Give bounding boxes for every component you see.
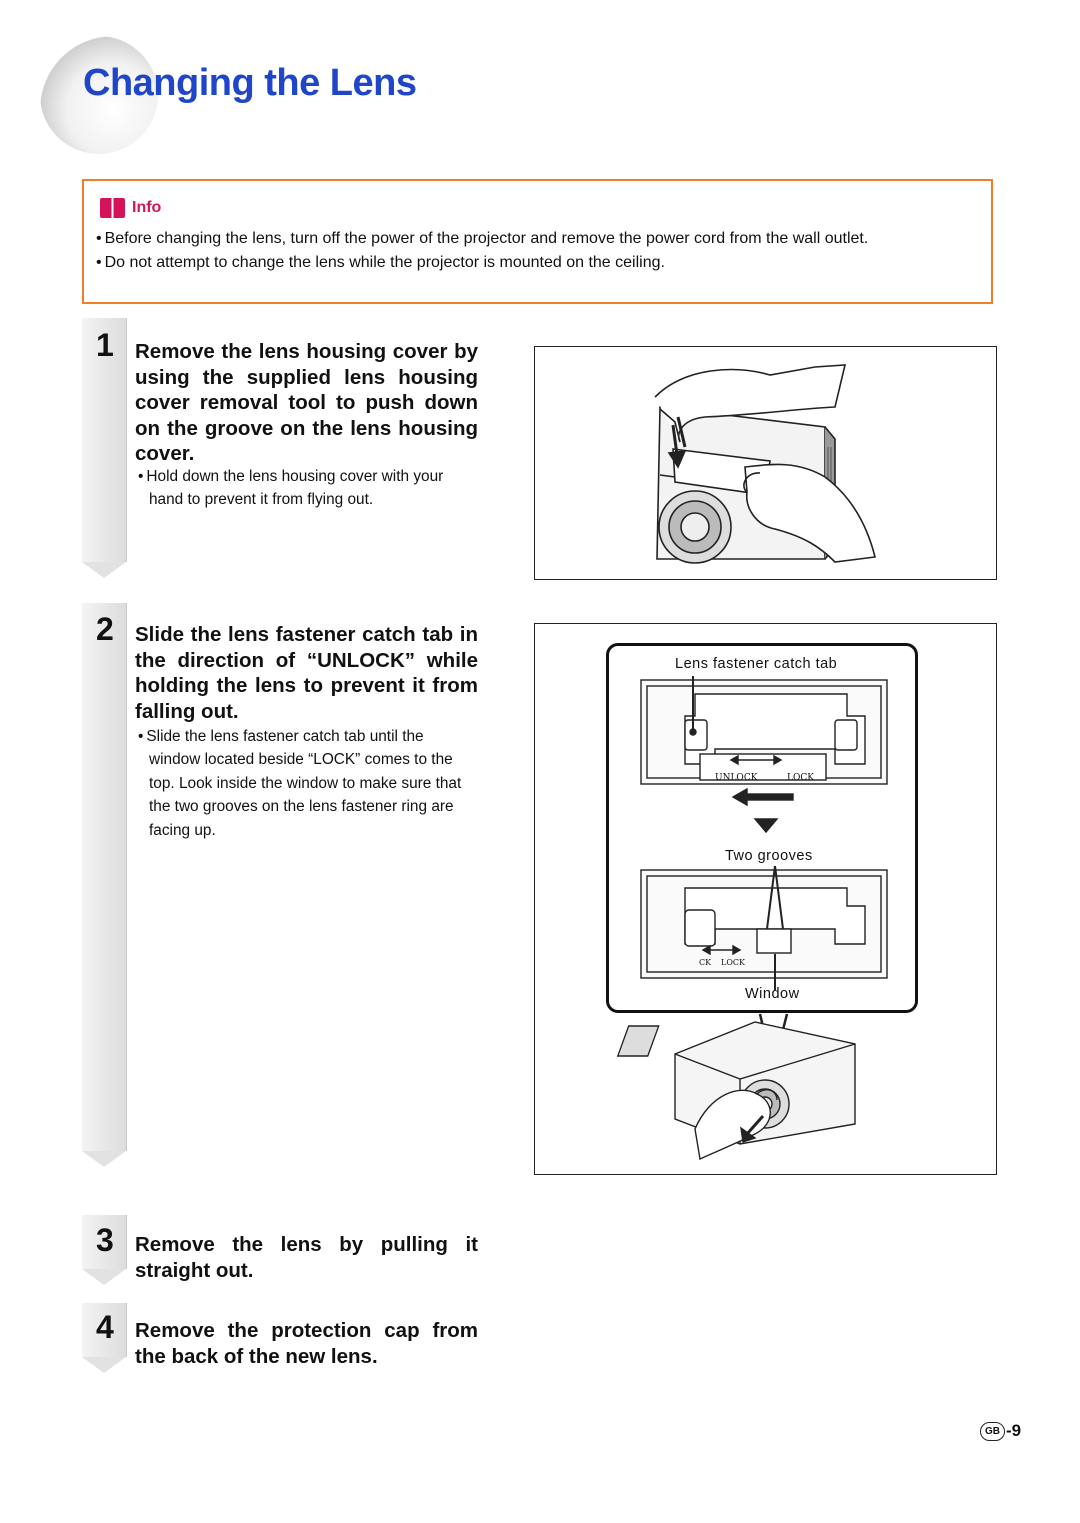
info-bullet: • Do not attempt to change the lens while the projector is mounted on the ceiling. xyxy=(96,251,981,274)
projector-hand-illustration xyxy=(535,347,998,581)
partial-unlock-text: CK xyxy=(699,958,712,967)
info-bullet: • Before changing the lens, turn off the power of the projector and remove the power cord from the wall outlet. xyxy=(96,227,981,250)
step-1-heading: Remove the lens housing cover by using the supplied lens housing cover removal tool to push down on the groove on the lens housing cover. xyxy=(135,340,478,465)
step-2-note: • Slide the lens fastener catch tab until the window located beside “LOCK” comes to the top. Look inside the window to make sure that the two grooves on the lens fastener ring are facing up. xyxy=(138,725,478,842)
callout-frame xyxy=(606,643,918,1013)
region-badge: GB xyxy=(980,1422,1005,1441)
step-4-heading: Remove the protection cap from the back of the new lens. xyxy=(135,1319,478,1368)
info-label: Info xyxy=(132,199,162,216)
catch-tab-label: Lens fastener catch tab xyxy=(675,656,838,672)
unlock-text: UNLOCK xyxy=(715,773,758,783)
step-1-number: 1 xyxy=(96,327,114,363)
step-1-notes xyxy=(138,465,478,512)
step-3-heading: Remove the lens by pulling it straight out. xyxy=(135,1233,478,1282)
step-4-number: 4 xyxy=(96,1309,114,1345)
step-2-heading: Slide the lens fastener catch tab in the direction of “UNLOCK” while holding the lens to prevent it from falling out. xyxy=(135,623,478,723)
step-2-notes xyxy=(138,725,478,842)
step-3-number: 3 xyxy=(96,1222,114,1258)
page-number: -9 xyxy=(1006,1421,1022,1440)
info-list xyxy=(96,227,981,275)
info-header xyxy=(100,198,161,218)
figure-remove-housing-cover xyxy=(534,346,997,580)
step-1-note: • Hold down the lens housing cover with your hand to prevent it from flying out. xyxy=(138,465,478,512)
grooves-label: Two grooves xyxy=(725,848,813,864)
book-icon xyxy=(100,198,125,218)
info-box xyxy=(82,179,993,304)
step-2-number: 2 xyxy=(96,611,114,647)
window-label: Window xyxy=(745,986,800,1002)
lock-text: LOCK xyxy=(787,773,814,783)
page-title: Changing the Lens xyxy=(83,62,417,104)
step-2-tab xyxy=(82,603,127,1151)
lock-text-lower: LOCK xyxy=(721,958,745,967)
